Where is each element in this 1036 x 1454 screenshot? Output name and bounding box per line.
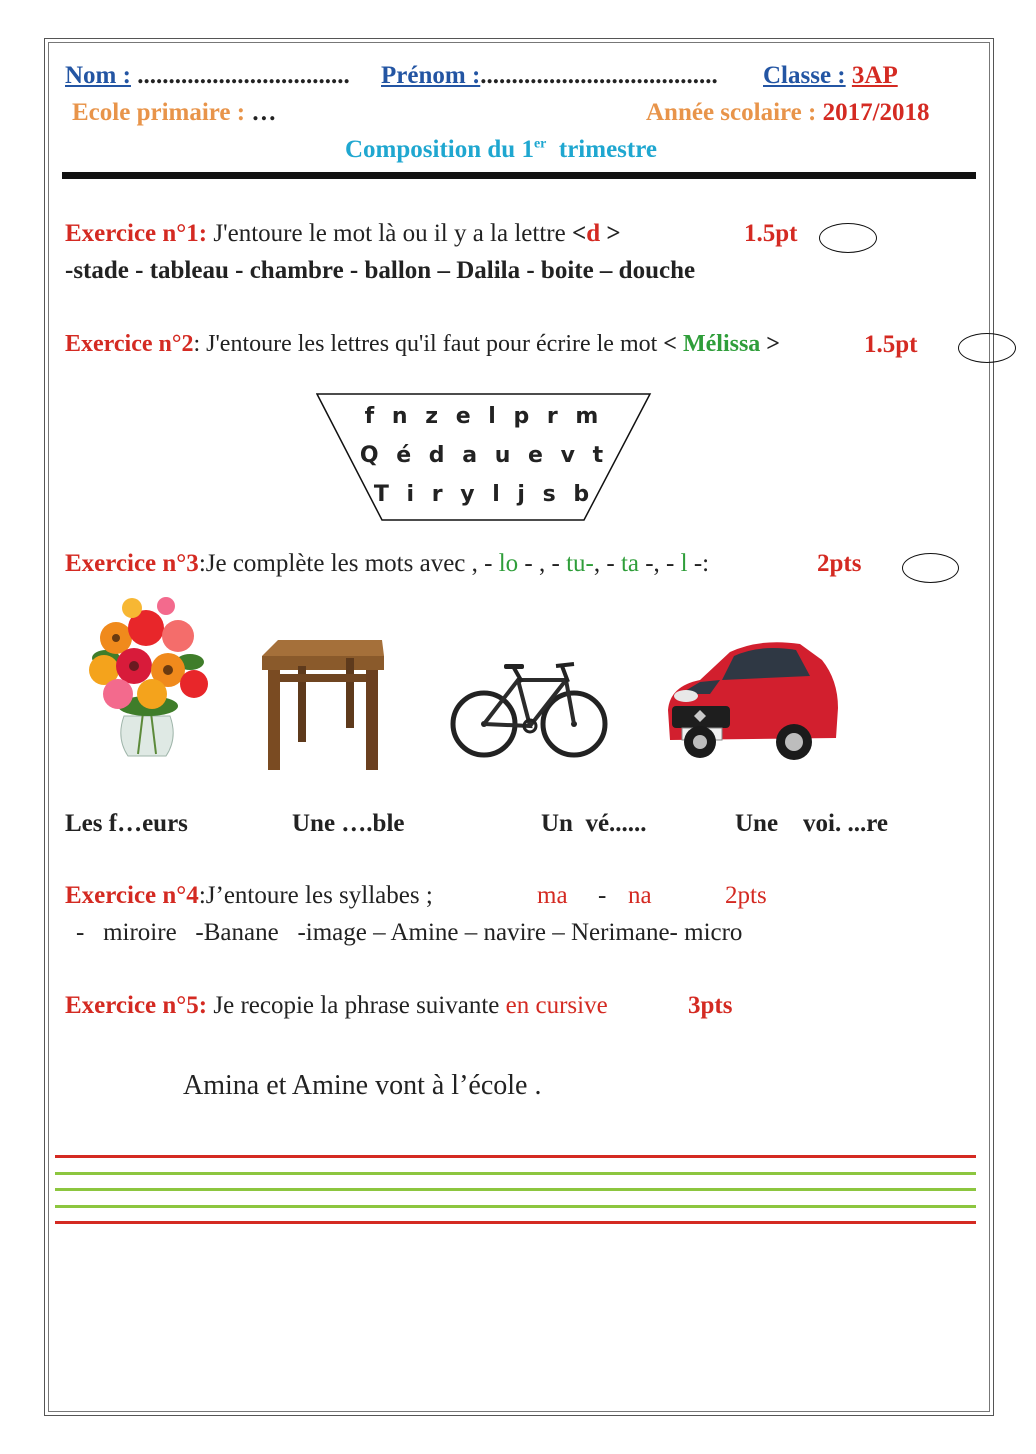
ex2-word: Mélissa bbox=[682, 331, 761, 357]
annee-label: Année scolaire : bbox=[646, 99, 817, 126]
ex3-syllable-l: l bbox=[680, 550, 688, 577]
ex4-syllable-ma: ma bbox=[537, 882, 568, 909]
ex5-points: 3pts bbox=[688, 992, 733, 1019]
ex3-label: Exercice n°3 bbox=[65, 550, 199, 577]
ex4-instruction: :J’entoure les syllabes ; bbox=[198, 882, 433, 909]
ex2-letters-row-2: Q é d a u e v t bbox=[359, 443, 609, 468]
ex3-word-1: Les f…eurs bbox=[65, 810, 188, 837]
ex3-points: 2pts bbox=[817, 550, 862, 577]
ex1-letter-close: > bbox=[606, 220, 621, 247]
ex4-label: Exercice n°4 bbox=[65, 882, 199, 909]
ex1-label: Exercice n°1: bbox=[65, 220, 208, 247]
ecole-value: … bbox=[245, 99, 277, 126]
ex2-word-close: > bbox=[766, 331, 780, 357]
ex5-line bbox=[65, 992, 608, 1020]
ex2-score-circle[interactable] bbox=[958, 333, 1016, 363]
ex3-sep-2: , - bbox=[593, 550, 615, 577]
ex1-words: -stade - tableau - chambre - ballon – Dalila - boite – douche bbox=[65, 257, 696, 284]
prenom-field bbox=[381, 62, 718, 90]
ex1-line bbox=[65, 220, 621, 248]
ex1-score-circle[interactable] bbox=[819, 223, 877, 253]
ex1-instruction: J'entoure le mot là ou il y a la lettre bbox=[213, 220, 566, 247]
prenom-dots: ...................................... bbox=[480, 62, 718, 89]
ex4-syllable-na: na bbox=[628, 882, 652, 909]
ex3-sep-1: - , - bbox=[524, 550, 560, 577]
ex1-letter-open: < bbox=[571, 220, 587, 247]
writing-line-red-top bbox=[55, 1155, 976, 1158]
title-main: Composition du 1 bbox=[345, 136, 534, 163]
classe-value: 3AP bbox=[851, 62, 898, 89]
ex3-sep-3: -, - bbox=[645, 550, 675, 577]
title-trimestre: trimestre bbox=[558, 136, 657, 163]
writing-line-green-1 bbox=[55, 1172, 976, 1175]
writing-line-red-bottom bbox=[55, 1221, 976, 1224]
classe-field bbox=[763, 62, 898, 90]
ex3-score-circle[interactable] bbox=[902, 553, 959, 583]
ex4-words: - miroire -Banane -image – Amine – navire – Nerimane- micro bbox=[76, 919, 743, 946]
ex5-instruction: Je recopie la phrase suivante bbox=[207, 992, 500, 1019]
prenom-label: Prénom : bbox=[381, 62, 481, 89]
header-divider bbox=[62, 172, 976, 179]
writing-line-green-3 bbox=[55, 1205, 976, 1208]
ex2-label: Exercice n°2 bbox=[65, 331, 194, 357]
ex2-instruction: : J'entoure les lettres qu'il faut pour écrire le mot bbox=[193, 331, 658, 357]
ex5-label: Exercice n°5: bbox=[65, 992, 208, 1019]
page-title bbox=[345, 136, 657, 164]
header-row-1 bbox=[65, 62, 350, 90]
ex4-points: 2pts bbox=[725, 882, 767, 909]
ecole-field bbox=[72, 99, 276, 127]
classe-label: Classe : bbox=[763, 62, 846, 89]
ex2-word-open: < bbox=[663, 331, 677, 357]
ex4-line bbox=[65, 882, 433, 910]
ex3-sep-4: -: bbox=[693, 550, 710, 577]
ex1-points: 1.5pt bbox=[744, 220, 798, 247]
ex3-syllable-tu: tu- bbox=[566, 550, 594, 577]
nom-dots: .................................. bbox=[130, 62, 350, 89]
bicycle-icon bbox=[448, 650, 612, 768]
ex2-letters-row-1: f n z e l p r m bbox=[364, 404, 604, 429]
ex3-word-4: Une voi. ...re bbox=[735, 810, 888, 837]
ex3-line bbox=[65, 550, 709, 578]
ex1-letter: d bbox=[586, 220, 601, 247]
title-sup: er bbox=[533, 136, 547, 152]
ex3-syllable-ta: ta bbox=[620, 550, 639, 577]
ex2-letters-row-3: T i r y l j s b bbox=[373, 482, 595, 507]
ex2-line bbox=[65, 331, 780, 358]
writing-line-green-2 bbox=[55, 1188, 976, 1191]
ex5-sentence: Amina et Amine vont à l’école . bbox=[183, 1070, 542, 1101]
annee-value: 2017/2018 bbox=[822, 99, 930, 126]
ecole-label: Ecole primaire : bbox=[72, 99, 246, 126]
annee-field bbox=[646, 99, 930, 127]
nom-label: Nom : bbox=[65, 62, 131, 89]
table-icon bbox=[256, 628, 390, 780]
ex3-word-3: Un vé...... bbox=[541, 810, 647, 837]
ex5-instruction-cursive: en cursive bbox=[505, 992, 608, 1019]
ex4-dash: - bbox=[598, 882, 607, 909]
ex3-word-2: Une ….ble bbox=[292, 810, 405, 837]
flowers-icon bbox=[66, 588, 226, 763]
ex3-instruction: :Je complète les mots avec , - bbox=[198, 550, 493, 577]
car-icon bbox=[660, 630, 844, 768]
ex2-points: 1.5pt bbox=[864, 331, 918, 358]
ex3-syllable-lo: lo bbox=[498, 550, 519, 577]
